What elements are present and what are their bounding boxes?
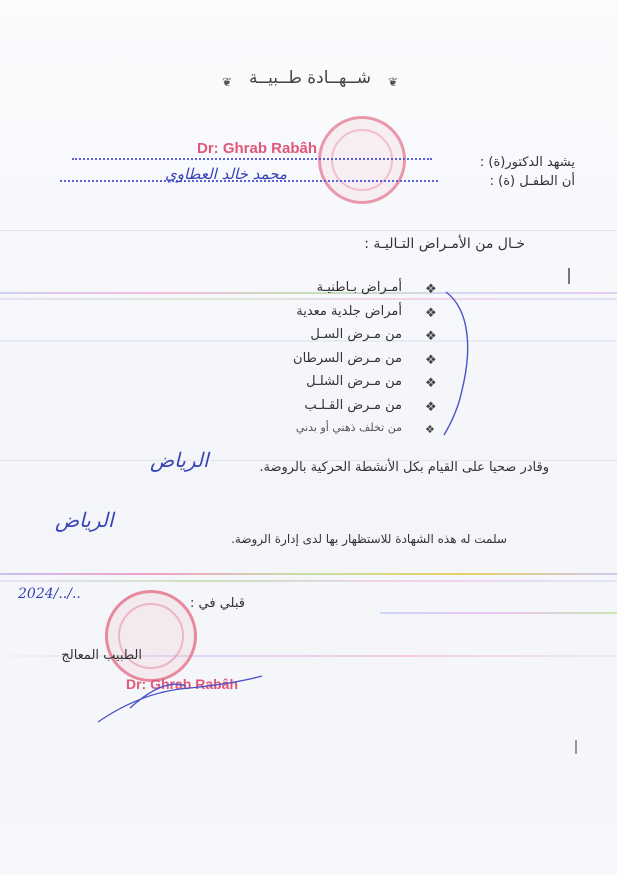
doctor-stamp [318, 116, 406, 204]
scan-artifact-line [0, 573, 617, 575]
scan-mark [575, 740, 577, 754]
certificate-title: شــهــادة طــبيــة [249, 68, 371, 88]
disease-item: من مـرض السرطان [293, 351, 402, 366]
diamond-bullet-icon: ❖ [425, 282, 437, 297]
scan-artifact-line [0, 340, 617, 342]
diamond-bullet-icon: ❖ [425, 353, 437, 368]
disease-item: أمـراض بـاطنيـة [316, 280, 402, 295]
fold-line [0, 230, 617, 231]
city-handwritten: الرياض [150, 448, 209, 472]
ornament-icon: ❦ [222, 75, 233, 89]
scan-artifact-line [380, 612, 617, 614]
issued-statement: سلمت له هذه الشهادة للاستظهار بها لدى إدارة الروضة. [231, 532, 507, 546]
child-label: أن الطفـل (ة) : [489, 174, 575, 189]
disease-item: من مـرض السـل [310, 327, 402, 342]
ornament-icon: ❦ [388, 75, 399, 89]
diamond-bullet-icon: ❖ [425, 306, 437, 321]
city-handwritten: الرياض [55, 508, 114, 532]
diamond-bullet-icon: ❖ [425, 423, 435, 436]
free-from-label: خـال من الأمـراض التـاليـة : [364, 236, 525, 252]
child-name-handwritten: محمد خالد العطاوي [165, 165, 287, 183]
disease-item: أمراض جلدية معدية [296, 304, 402, 319]
stamp-name-text: Dr: Ghrab Rabâh [126, 676, 239, 692]
date-handwritten: 2024/../.. [18, 586, 81, 602]
scan-artifact-line [0, 580, 617, 582]
doctor-sign-label: الطبيب المعالج [61, 648, 142, 663]
diamond-bullet-icon: ❖ [425, 376, 437, 391]
handwritten-bracket [440, 290, 480, 440]
scan-mark [568, 268, 570, 284]
disease-item: من مـرض الشلـل [306, 374, 402, 389]
stamp-name-text: Dr: Ghrab Rabâh [197, 140, 318, 157]
doctor-signature [90, 660, 270, 730]
disease-item: من تخلف ذهني أو بدني [295, 421, 402, 434]
diamond-bullet-icon: ❖ [425, 329, 437, 344]
at-label: قبلي في : [190, 596, 245, 611]
diamond-bullet-icon: ❖ [425, 400, 437, 415]
doctor-name-line [72, 158, 432, 160]
scan-artifact-line [0, 292, 617, 294]
able-statement: وقادر صحيا على القيام بكل الأنشطة الحركية بالروضة. [259, 460, 549, 475]
scan-artifact-line [0, 298, 617, 300]
doctor-label: يشهد الدكتور(ة) : [479, 155, 575, 170]
disease-item: من مـرض القـلـب [304, 398, 402, 413]
